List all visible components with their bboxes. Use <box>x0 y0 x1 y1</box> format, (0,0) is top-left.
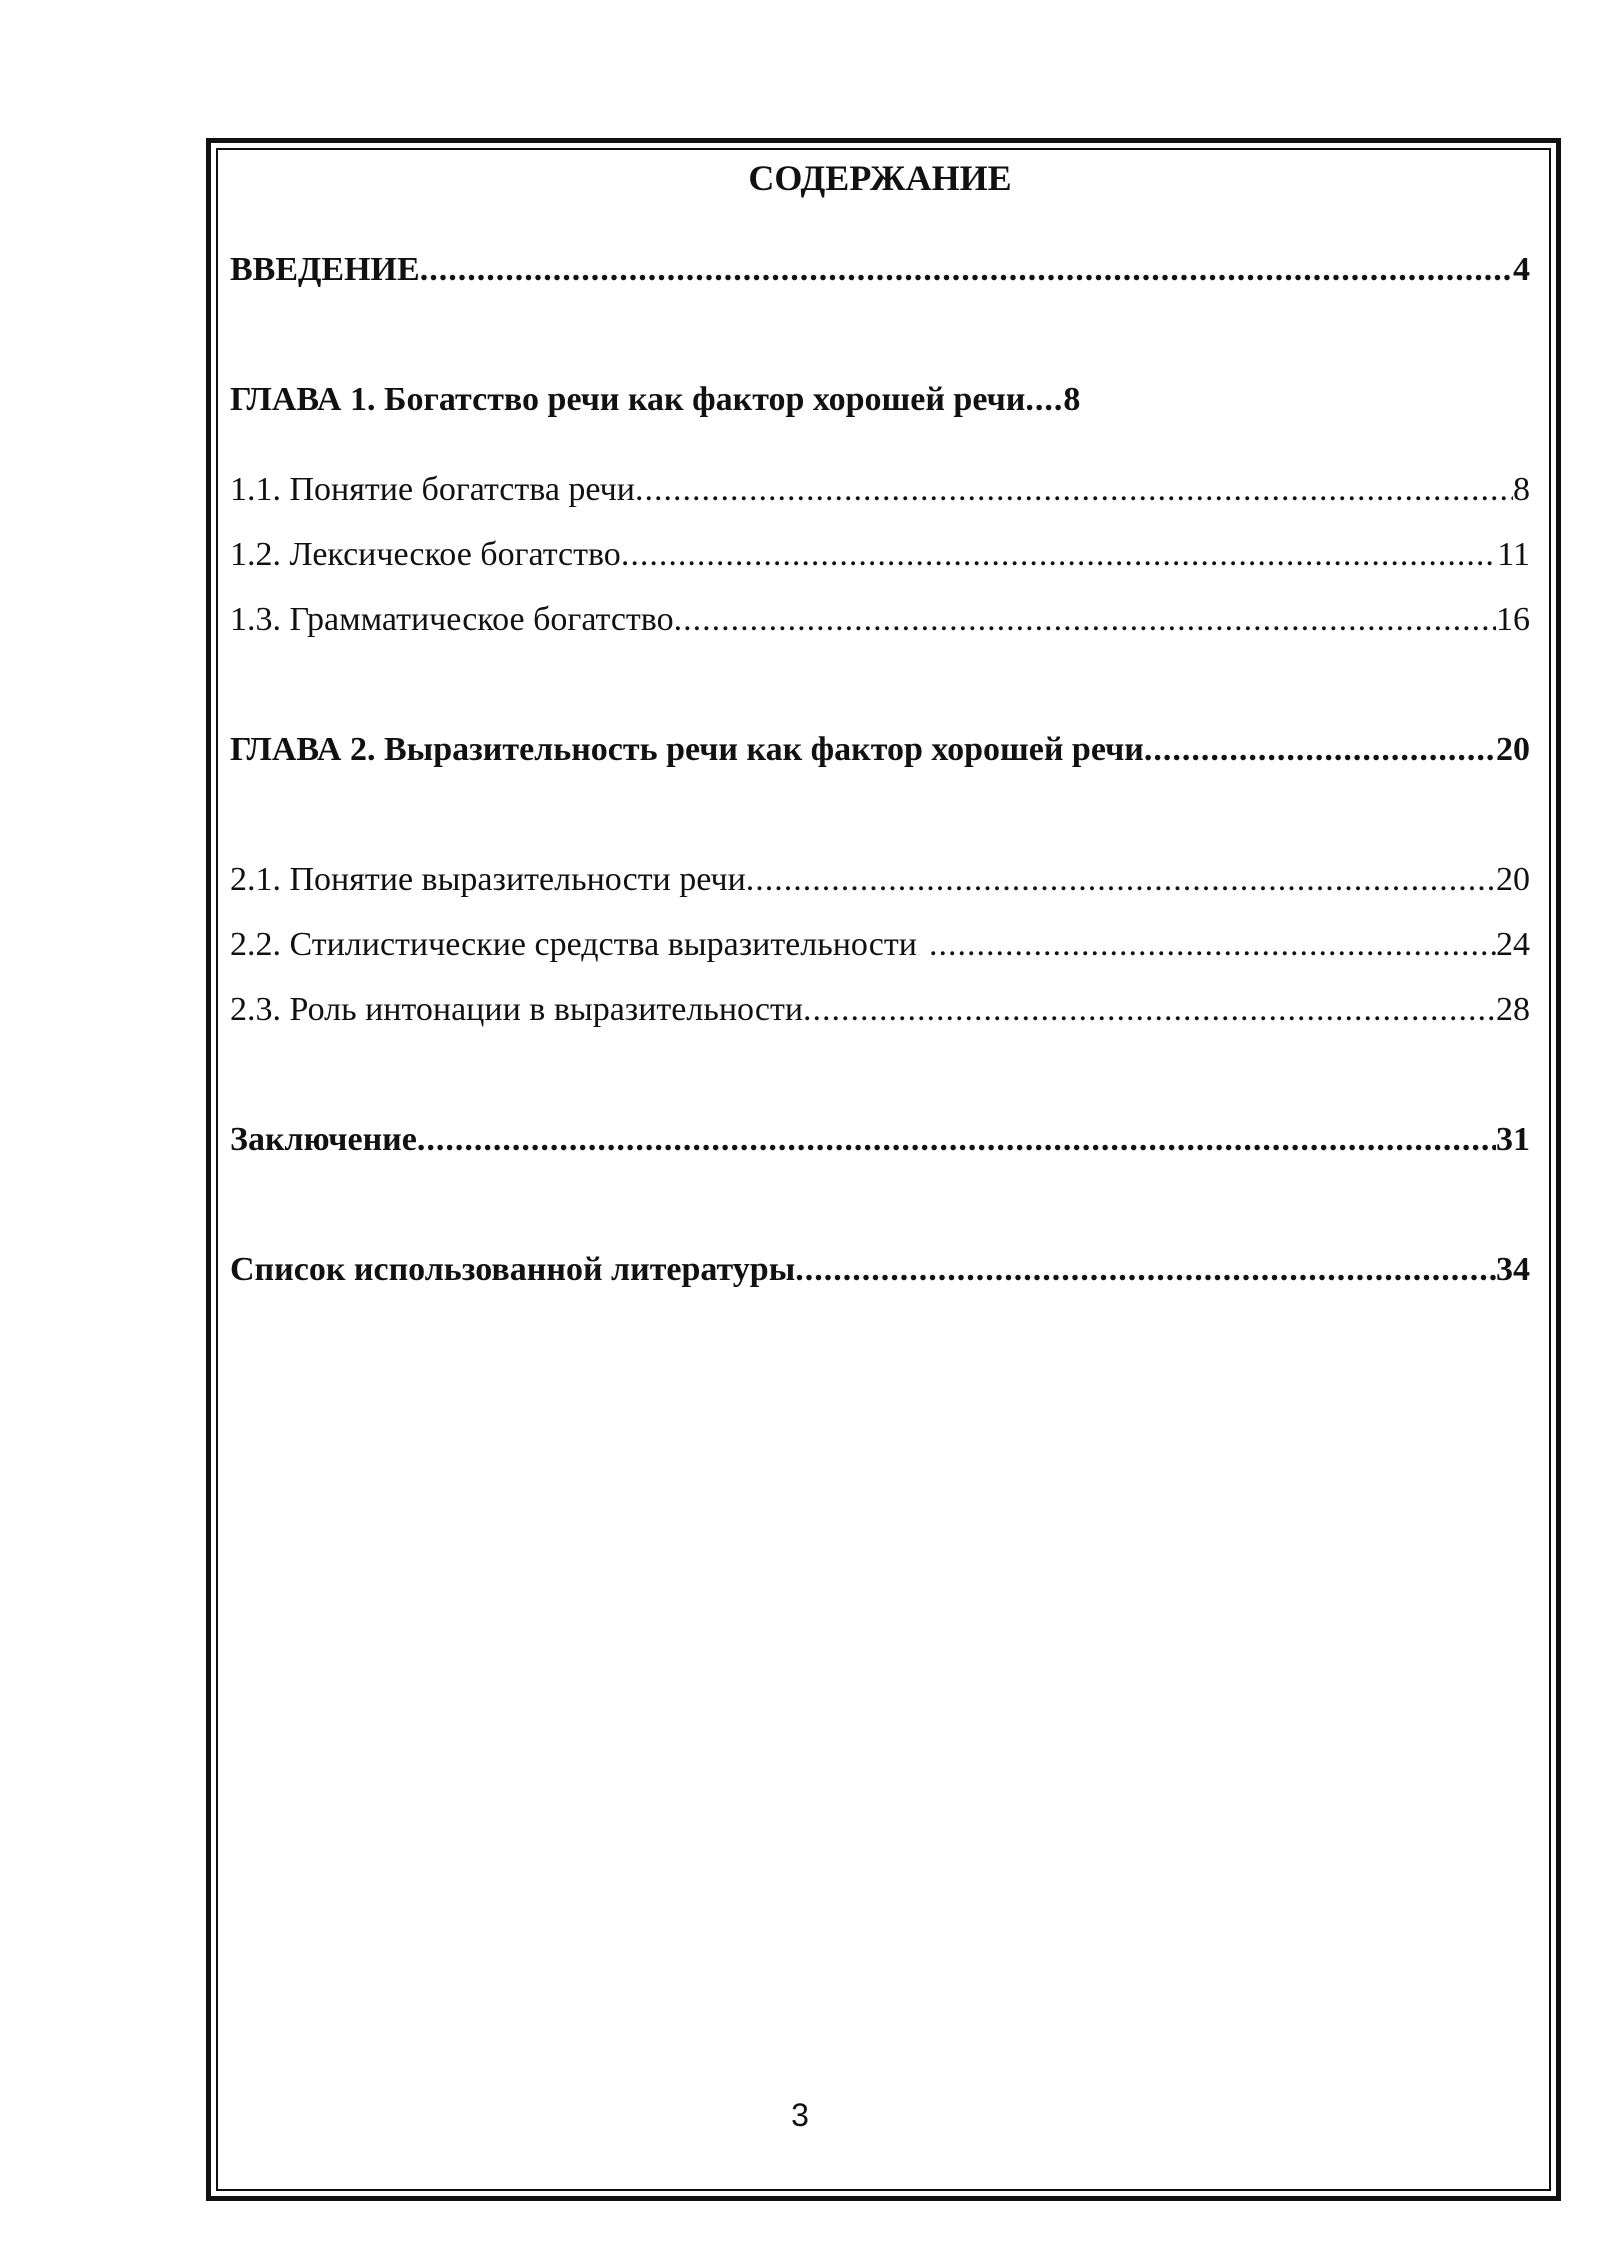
page-number: 3 <box>791 2097 809 2133</box>
toc-dot-leader <box>420 246 1513 294</box>
toc-entry-label: 1.1. Понятие богатства речи <box>230 471 635 508</box>
toc-entry-label: ВВЕДЕНИЕ <box>230 251 420 288</box>
toc-entry-chapter-1[interactable] <box>230 376 1080 424</box>
toc-dot-leader <box>635 466 1513 514</box>
toc-entry-page: 8 <box>1513 471 1530 508</box>
toc-entry-page: 28 <box>1496 991 1530 1028</box>
toc-entry-label: ГЛАВА 1. Богатство речи как фактор хорошей речи <box>230 381 1026 418</box>
toc-dot-leader <box>674 596 1496 644</box>
toc-dot-leader <box>795 1246 1496 1294</box>
toc-entry-page: 20 <box>1496 731 1530 768</box>
toc-entry-section-2-3[interactable] <box>230 986 1530 1034</box>
toc-entry-label: 2.2. Стилистические средства выразительности <box>230 926 917 963</box>
toc-dot-leader <box>746 856 1496 904</box>
toc-entry-section-2-2[interactable] <box>230 921 1530 969</box>
toc-entry-section-1-2[interactable] <box>230 531 1530 579</box>
toc-entry-page: 4 <box>1513 251 1530 288</box>
toc-dot-leader <box>1025 376 1063 424</box>
toc-entry-introduction[interactable] <box>230 246 1530 294</box>
toc-entry-section-2-1[interactable] <box>230 856 1530 904</box>
toc-entry-section-1-3[interactable] <box>230 596 1530 644</box>
toc-entry-label: Заключение <box>230 1121 417 1158</box>
toc-dot-leader <box>917 921 1496 969</box>
toc-entry-page: 11 <box>1497 536 1530 573</box>
toc-entry-label: 2.3. Роль интонации в выразительности <box>230 991 804 1028</box>
toc-entry-bibliography[interactable] <box>230 1246 1530 1294</box>
toc-entry-page: 16 <box>1496 601 1530 638</box>
toc-dot-leader <box>803 986 1496 1034</box>
toc-dot-leader <box>417 1116 1496 1164</box>
toc-entry-conclusion[interactable] <box>230 1116 1530 1164</box>
toc-entry-label: 1.2. Лексическое богатство <box>230 536 621 573</box>
toc-entry-page: 8 <box>1063 381 1081 418</box>
toc-title: СОДЕРЖАНИЕ <box>748 158 1012 198</box>
toc-entry-label: 1.3. Грамматическое богатство <box>230 601 674 638</box>
toc-entry-page: 34 <box>1496 1251 1530 1288</box>
toc-entry-label: ГЛАВА 2. Выразительность речи как фактор хорошей речи <box>230 731 1144 768</box>
toc-entry-label: 2.1. Понятие выразительности речи <box>230 861 746 898</box>
toc-entry-page: 20 <box>1496 861 1530 898</box>
toc-entry-page: 24 <box>1496 926 1530 963</box>
page-border-inner <box>216 148 1551 2191</box>
toc-entry-chapter-2[interactable] <box>230 726 1530 774</box>
toc-entry-page: 31 <box>1496 1121 1530 1158</box>
toc-entry-label: Список использованной литературы <box>230 1251 796 1288</box>
toc-dot-leader <box>1144 726 1496 774</box>
toc-entry-section-1-1[interactable] <box>230 466 1530 514</box>
toc-dot-leader <box>621 531 1497 579</box>
